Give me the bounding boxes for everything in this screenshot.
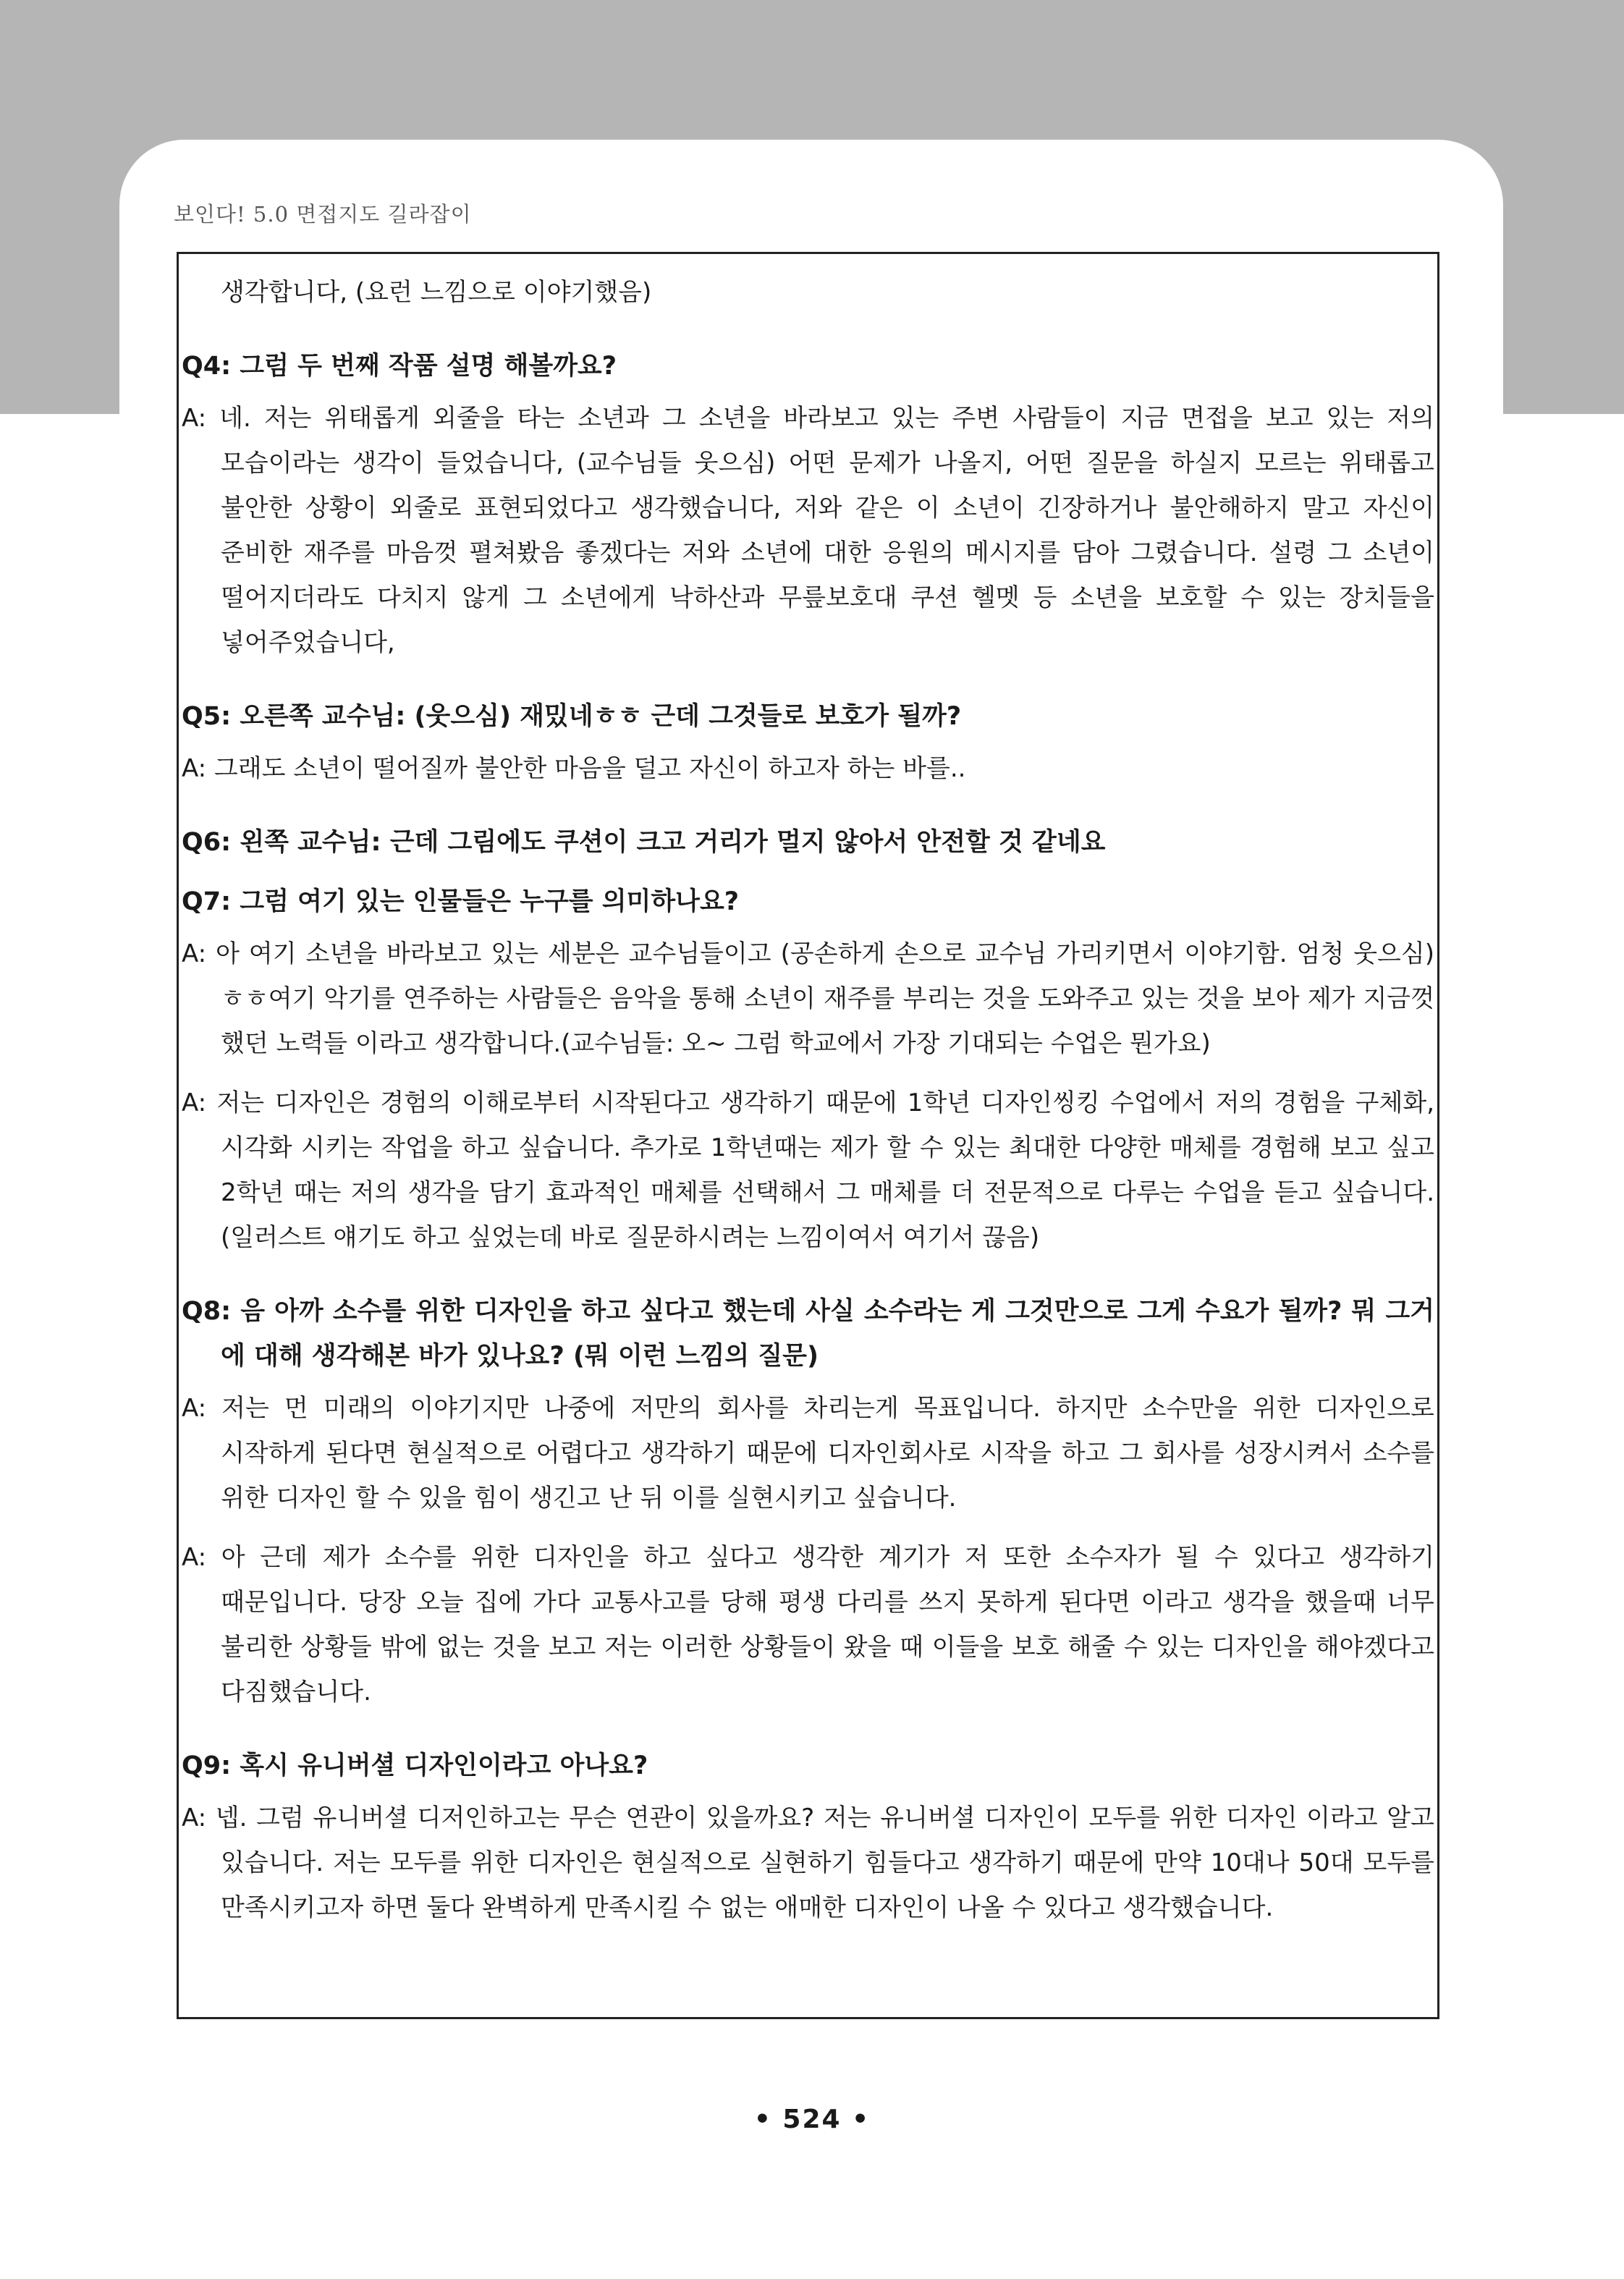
- answer-q9: A: 넵. 그럼 유니버셜 디저인하고는 무슨 연관이 있을까요? 저는 유니버셜 디자인이 모두를 위한 디자인 이라고 알고 있습니다. 저는 모두를 위한 디자인은 현실적으로 실현하기 힘들다고 생각하기 때문에 만약 10대나 50대 모두를 만족시키고자 하면 둘다 완벽하게 만족시킬 수 없는 애매한 디자인이 나올 수 있다고 생각했습니다.: [182, 1804, 1434, 1922]
- question-q9: Q9: 혹시 유니버셜 디자인이라고 아나요?: [182, 1751, 648, 1780]
- question-q5: Q5: 오른쪽 교수님: (웃으심) 재밌네ㅎㅎ 근데 그것들로 보호가 될까?: [182, 702, 962, 731]
- content-inner: [179, 254, 1437, 2017]
- answer-q5: A: 그래도 소년이 떨어질까 불안한 마음을 덜고 자신이 하고자 하는 바를..: [182, 754, 966, 783]
- answer-q7-followup: A: 저는 디자인은 경험의 이해로부터 시작된다고 생각하기 때문에 1학년 디자인씽킹 수업에서 저의 경험을 구체화, 시각화 시키는 작업을 하고 싶습니다. 추가로 1학년때는 제가 할 수 있는 최대한 다양한 매체를 경험해 보고 싶고 2학년 때는 저의 생각을 담기 효과적인 매체를 선택해서 그 매체를 더 전문적으로 다루는 수업을 듣고 싶습니다. (일러스트 얘기도 하고 싶었는데 바로 질문하시려는 느낌이여서 여기서 끊음): [182, 1088, 1434, 1252]
- interview-content-box: [177, 252, 1439, 2019]
- page-number: • 524 •: [753, 2105, 871, 2134]
- intro-line: 생각합니다, (요런 느낌으로 이야기했음): [221, 278, 652, 307]
- question-q7: Q7: 그럼 여기 있는 인물들은 누구를 의미하나요?: [182, 887, 740, 916]
- answer-q8: A: 저는 먼 미래의 이야기지만 나중에 저만의 회사를 차리는게 목표입니다. 하지만 소수만을 위한 디자인으로 시작하게 된다면 현실적으로 어렵다고 생각하기 때문에 디자인회사로 시작을 하고 그 회사를 성장시켜서 소수를 위한 디자인 할 수 있을 힘이 생긴고 난 뒤 이를 실현시키고 싶습니다.: [182, 1394, 1434, 1513]
- running-header: 보인다! 5.0 면접지도 길라잡이: [174, 202, 472, 227]
- question-q4: Q4: 그럼 두 번째 작품 설명 해볼까요?: [182, 352, 617, 381]
- question-q6: Q6: 왼쪽 교수님: 근데 그림에도 쿠션이 크고 거리가 멀지 않아서 안전할 것 같네요: [182, 828, 1106, 857]
- answer-q4: A: 네. 저는 위태롭게 외줄을 타는 소년과 그 소년을 바라보고 있는 주변 사람들이 지금 면접을 보고 있는 저의 모습이라는 생각이 들었습니다, (교수님들 웃으심) 어떤 문제가 나올지, 어떤 질문을 하실지 모르는 위태롭고 불안한 상황이 외줄로 표현되었다고 생각했습니다, 저와 같은 이 소년이 긴장하거나 불안해하지 말고 자신이 준비한 재주를 마음껏 펼쳐봤음 좋겠다는 저와 소년에 대한 응원의 메시지를 담아 그렸습니다. 설령 그 소년이 떨어지더라도 다치지 않게 그 소년에게 낙하산과 무릎보호대 쿠션 헬멧 등 소년을 보호할 수 있는 장치들을 넣어주었습니다,: [182, 404, 1434, 657]
- answer-q7: A: 아 여기 소년을 바라보고 있는 세분은 교수님들이고 (공손하게 손으로 교수님 가리키면서 이야기함. 엄청 웃으심) ㅎㅎ여기 악기를 연주하는 사람들은 음악을 통해 소년이 재주를 부리는 것을 도와주고 있는 것을 보아 제가 지금껏 했던 노력들 이라고 생각합니다.(교수님들: 오~ 그럼 학교에서 가장 기대되는 수업은 뭔가요): [182, 939, 1434, 1058]
- answer-q8-followup: A: 아 근데 제가 소수를 위한 디자인을 하고 싶다고 생각한 계기가 저 또한 소수자가 될 수 있다고 생각하기 때문입니다. 당장 오늘 집에 가다 교통사고를 당해 평생 다리를 쓰지 못하게 된다면 이라고 생각을 했을때 너무 불리한 상황들 밖에 없는 것을 보고 저는 이러한 상황들이 왔을 때 이들을 보호 해줄 수 있는 디자인을 해야겠다고 다짐했습니다.: [182, 1543, 1434, 1707]
- question-q8: Q8: 음 아까 소수를 위한 디자인을 하고 싶다고 했는데 사실 소수라는 게 그것만으로 그게 수요가 될까? 뭐 그거에 대해 생각해본 바가 있나요? (뭐 이런 느낌의 질문): [182, 1297, 1434, 1371]
